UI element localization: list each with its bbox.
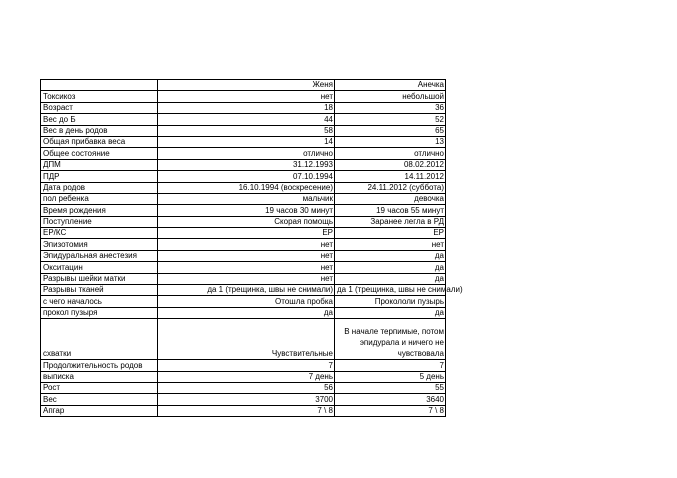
cell-b[interactable]: да: [335, 307, 446, 318]
cell-label[interactable]: Продолжительность родов: [41, 360, 158, 371]
table-row: [41, 148, 446, 159]
cell-a[interactable]: отлично: [158, 148, 335, 159]
cell-label[interactable]: Разрывы тканей: [41, 285, 158, 296]
cell-label[interactable]: ДПМ: [41, 159, 158, 170]
cell-b[interactable]: небольшой: [335, 91, 446, 102]
cell-label[interactable]: Возраст: [41, 102, 158, 113]
cell-a[interactable]: 7 день: [158, 371, 335, 382]
header-row: [41, 80, 446, 91]
table-row: [41, 273, 446, 284]
table-row: [41, 262, 446, 273]
comparison-table: [40, 79, 463, 417]
cell-a[interactable]: 31.12.1993: [158, 159, 335, 170]
cell-b[interactable]: Прокололи пузырь: [335, 296, 446, 307]
cell-a[interactable]: 18: [158, 102, 335, 113]
header-cell-label[interactable]: [41, 80, 158, 91]
cell-label[interactable]: Разрывы шейки матки: [41, 273, 158, 284]
cell-label[interactable]: Поступление: [41, 216, 158, 227]
table-row: [41, 360, 446, 371]
cell-label[interactable]: Эпидуральная анестезия: [41, 250, 158, 261]
cell-a[interactable]: нет: [158, 250, 335, 261]
cell-label[interactable]: Окситацин: [41, 262, 158, 273]
cell-label[interactable]: Общая прибавка веса: [41, 136, 158, 147]
cell-a[interactable]: 58: [158, 125, 335, 136]
cell-a[interactable]: 56: [158, 382, 335, 393]
cell-label[interactable]: Время рождения: [41, 205, 158, 216]
cell-a[interactable]: 44: [158, 114, 335, 125]
cell-label[interactable]: Вес в день родов: [41, 125, 158, 136]
cell-label[interactable]: ЕР/КС: [41, 228, 158, 239]
table-row: [41, 205, 446, 216]
table-row: [41, 371, 446, 382]
cell-label[interactable]: ПДР: [41, 171, 158, 182]
table-row: [41, 182, 446, 193]
table-row: [41, 285, 446, 296]
cell-label[interactable]: Вес до Б: [41, 114, 158, 125]
cell-b[interactable]: 14.11.2012: [335, 171, 446, 182]
cell-b[interactable]: да 1 (трещинка, швы не снимали): [335, 285, 446, 296]
cell-a[interactable]: 16.10.1994 (воскресение): [158, 182, 335, 193]
cell-a[interactable]: нет: [158, 262, 335, 273]
cell-a[interactable]: да: [158, 307, 335, 318]
cell-a[interactable]: Скорая помощь: [158, 216, 335, 227]
cell-a[interactable]: 7 \ 8: [158, 405, 335, 416]
table-row: [41, 307, 446, 318]
cell-label[interactable]: Вес: [41, 394, 158, 405]
cell-a[interactable]: нет: [158, 239, 335, 250]
cell-a[interactable]: 14: [158, 136, 335, 147]
cell-b[interactable]: 13: [335, 136, 446, 147]
cell-b[interactable]: нет: [335, 239, 446, 250]
cell-a[interactable]: Чувствительные: [158, 319, 335, 360]
cell-label[interactable]: Рост: [41, 382, 158, 393]
cell-label[interactable]: Апгар: [41, 405, 158, 416]
cell-b[interactable]: В начале терпимые, потом эпидурала и ничего не чувствовала: [335, 319, 446, 360]
cell-a[interactable]: да 1 (трещинка, швы не снимали): [158, 285, 335, 296]
cell-b[interactable]: 08.02.2012: [335, 159, 446, 170]
header-cell-b[interactable]: Анечка: [335, 80, 446, 91]
cell-a[interactable]: мальчик: [158, 193, 335, 204]
cell-a[interactable]: 07.10.1994: [158, 171, 335, 182]
cell-label[interactable]: схватки: [41, 319, 158, 360]
cell-b[interactable]: 24.11.2012 (суббота): [335, 182, 446, 193]
table-row: [41, 114, 446, 125]
cell-a[interactable]: 7: [158, 360, 335, 371]
cell-a[interactable]: 19 часов 30 минут: [158, 205, 335, 216]
table-row: [41, 136, 446, 147]
table-row: [41, 91, 446, 102]
cell-b[interactable]: девочка: [335, 193, 446, 204]
cell-label[interactable]: Эпизотомия: [41, 239, 158, 250]
table-row: [41, 216, 446, 227]
cell-b[interactable]: 5 день: [335, 371, 446, 382]
cell-b[interactable]: 65: [335, 125, 446, 136]
cell-b[interactable]: да: [335, 273, 446, 284]
cell-a[interactable]: нет: [158, 273, 335, 284]
cell-label[interactable]: выписка: [41, 371, 158, 382]
cell-b[interactable]: 7: [335, 360, 446, 371]
cell-label[interactable]: Токсикоз: [41, 91, 158, 102]
cell-b[interactable]: 52: [335, 114, 446, 125]
cell-label[interactable]: Дата родов: [41, 182, 158, 193]
table-row: [41, 193, 446, 204]
table-row: [41, 382, 446, 393]
cell-b[interactable]: 3640: [335, 394, 446, 405]
cell-b[interactable]: да: [335, 262, 446, 273]
cell-a[interactable]: 3700: [158, 394, 335, 405]
cell-label[interactable]: с чего началось: [41, 296, 158, 307]
table-row: [41, 159, 446, 170]
cell-label[interactable]: пол ребенка: [41, 193, 158, 204]
cell-b[interactable]: ЕР: [335, 228, 446, 239]
table-row: [41, 171, 446, 182]
cell-b[interactable]: отлично: [335, 148, 446, 159]
table-row: [41, 296, 446, 307]
table-row: [41, 250, 446, 261]
cell-b[interactable]: 55: [335, 382, 446, 393]
header-cell-a[interactable]: Женя: [158, 80, 335, 91]
spreadsheet: [40, 79, 463, 417]
table-row: [41, 102, 446, 113]
cell-label[interactable]: прокол пузыря: [41, 307, 158, 318]
table-row: [41, 319, 446, 360]
cell-a[interactable]: Отошла пробка: [158, 296, 335, 307]
cell-a[interactable]: ЕР: [158, 228, 335, 239]
cell-b[interactable]: 19 часов 55 минут: [335, 205, 446, 216]
cell-b[interactable]: Заранее легла в РД: [335, 216, 446, 227]
cell-label[interactable]: Общее состояние: [41, 148, 158, 159]
table-row: [41, 125, 446, 136]
table-row: [41, 405, 446, 416]
table-row: [41, 228, 446, 239]
cell-b[interactable]: да: [335, 250, 446, 261]
table-row: [41, 394, 446, 405]
cell-b[interactable]: 7 \ 8: [335, 405, 446, 416]
cell-a[interactable]: нет: [158, 91, 335, 102]
table-row: [41, 239, 446, 250]
cell-b[interactable]: 36: [335, 102, 446, 113]
